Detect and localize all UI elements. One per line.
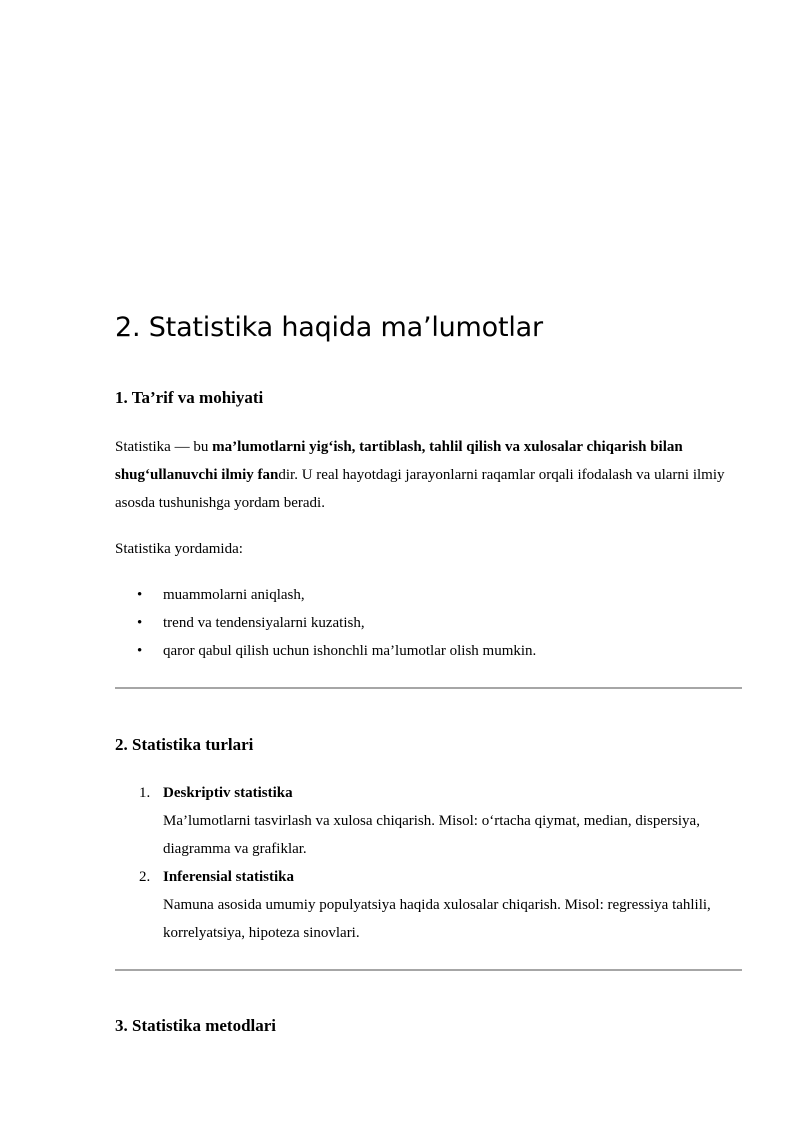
list-item-title: Inferensial statistika — [163, 869, 294, 885]
usage-lead-paragraph: Statistika yordamida: — [115, 541, 243, 557]
usage-bullet-list — [115, 581, 745, 665]
list-item — [115, 581, 745, 609]
horizontal-divider — [115, 969, 742, 971]
list-item-number: 1. — [139, 785, 151, 801]
list-item-text: muammolarni aniqlash, — [163, 587, 305, 603]
list-item-description: Ma’lumotlarni tasvirlash va xulosa chiqarish. Misol: o‘rtacha qiymat, median, dispersiya, diagramma va grafiklar. — [163, 813, 700, 857]
horizontal-divider — [115, 687, 742, 689]
definition-paragraph — [115, 433, 745, 517]
bullet-icon: • — [137, 615, 143, 631]
list-item — [115, 863, 745, 947]
page-title: 2. Statistika haqida ma’lumotlar — [115, 312, 543, 343]
list-item-number: 2. — [139, 869, 151, 885]
section-heading-types: 2. Statistika turlari — [115, 735, 254, 754]
section-heading-definition: 1. Ta’rif va mohiyati — [115, 388, 264, 407]
list-item-title: Deskriptiv statistika — [163, 785, 293, 801]
list-item-text: qaror qabul qilish uchun ishonchli ma’lumotlar olish mumkin. — [163, 643, 537, 659]
list-item — [115, 779, 745, 863]
list-item-description: Namuna asosida umumiy populyatsiya haqida xulosalar chiqarish. Misol: regressiya tahlili, korrelyatsiya, hipoteza sinovlari. — [163, 897, 711, 941]
bullet-icon: • — [137, 587, 143, 603]
section-heading-methods: 3. Statistika metodlari — [115, 1016, 277, 1035]
definition-bold-text: ma’lumotlarni yig‘ish, tartiblash, tahlil qilish va xulosalar chiqarish bilan shug‘ullanuvchi ilmiy fan — [115, 439, 683, 483]
definition-rest-text: dir. U real hayotdagi jarayonlarni raqamlar orqali ifodalash va ularni ilmiy asosda tushunishga yordam beradi. — [115, 467, 725, 511]
list-item — [115, 637, 745, 665]
types-numbered-list — [115, 779, 745, 947]
bullet-icon: • — [137, 643, 143, 659]
list-item — [115, 609, 745, 637]
list-item-text: trend va tendensiyalarni kuzatish, — [163, 615, 365, 631]
definition-intro-text: Statistika — bu — [115, 439, 213, 455]
